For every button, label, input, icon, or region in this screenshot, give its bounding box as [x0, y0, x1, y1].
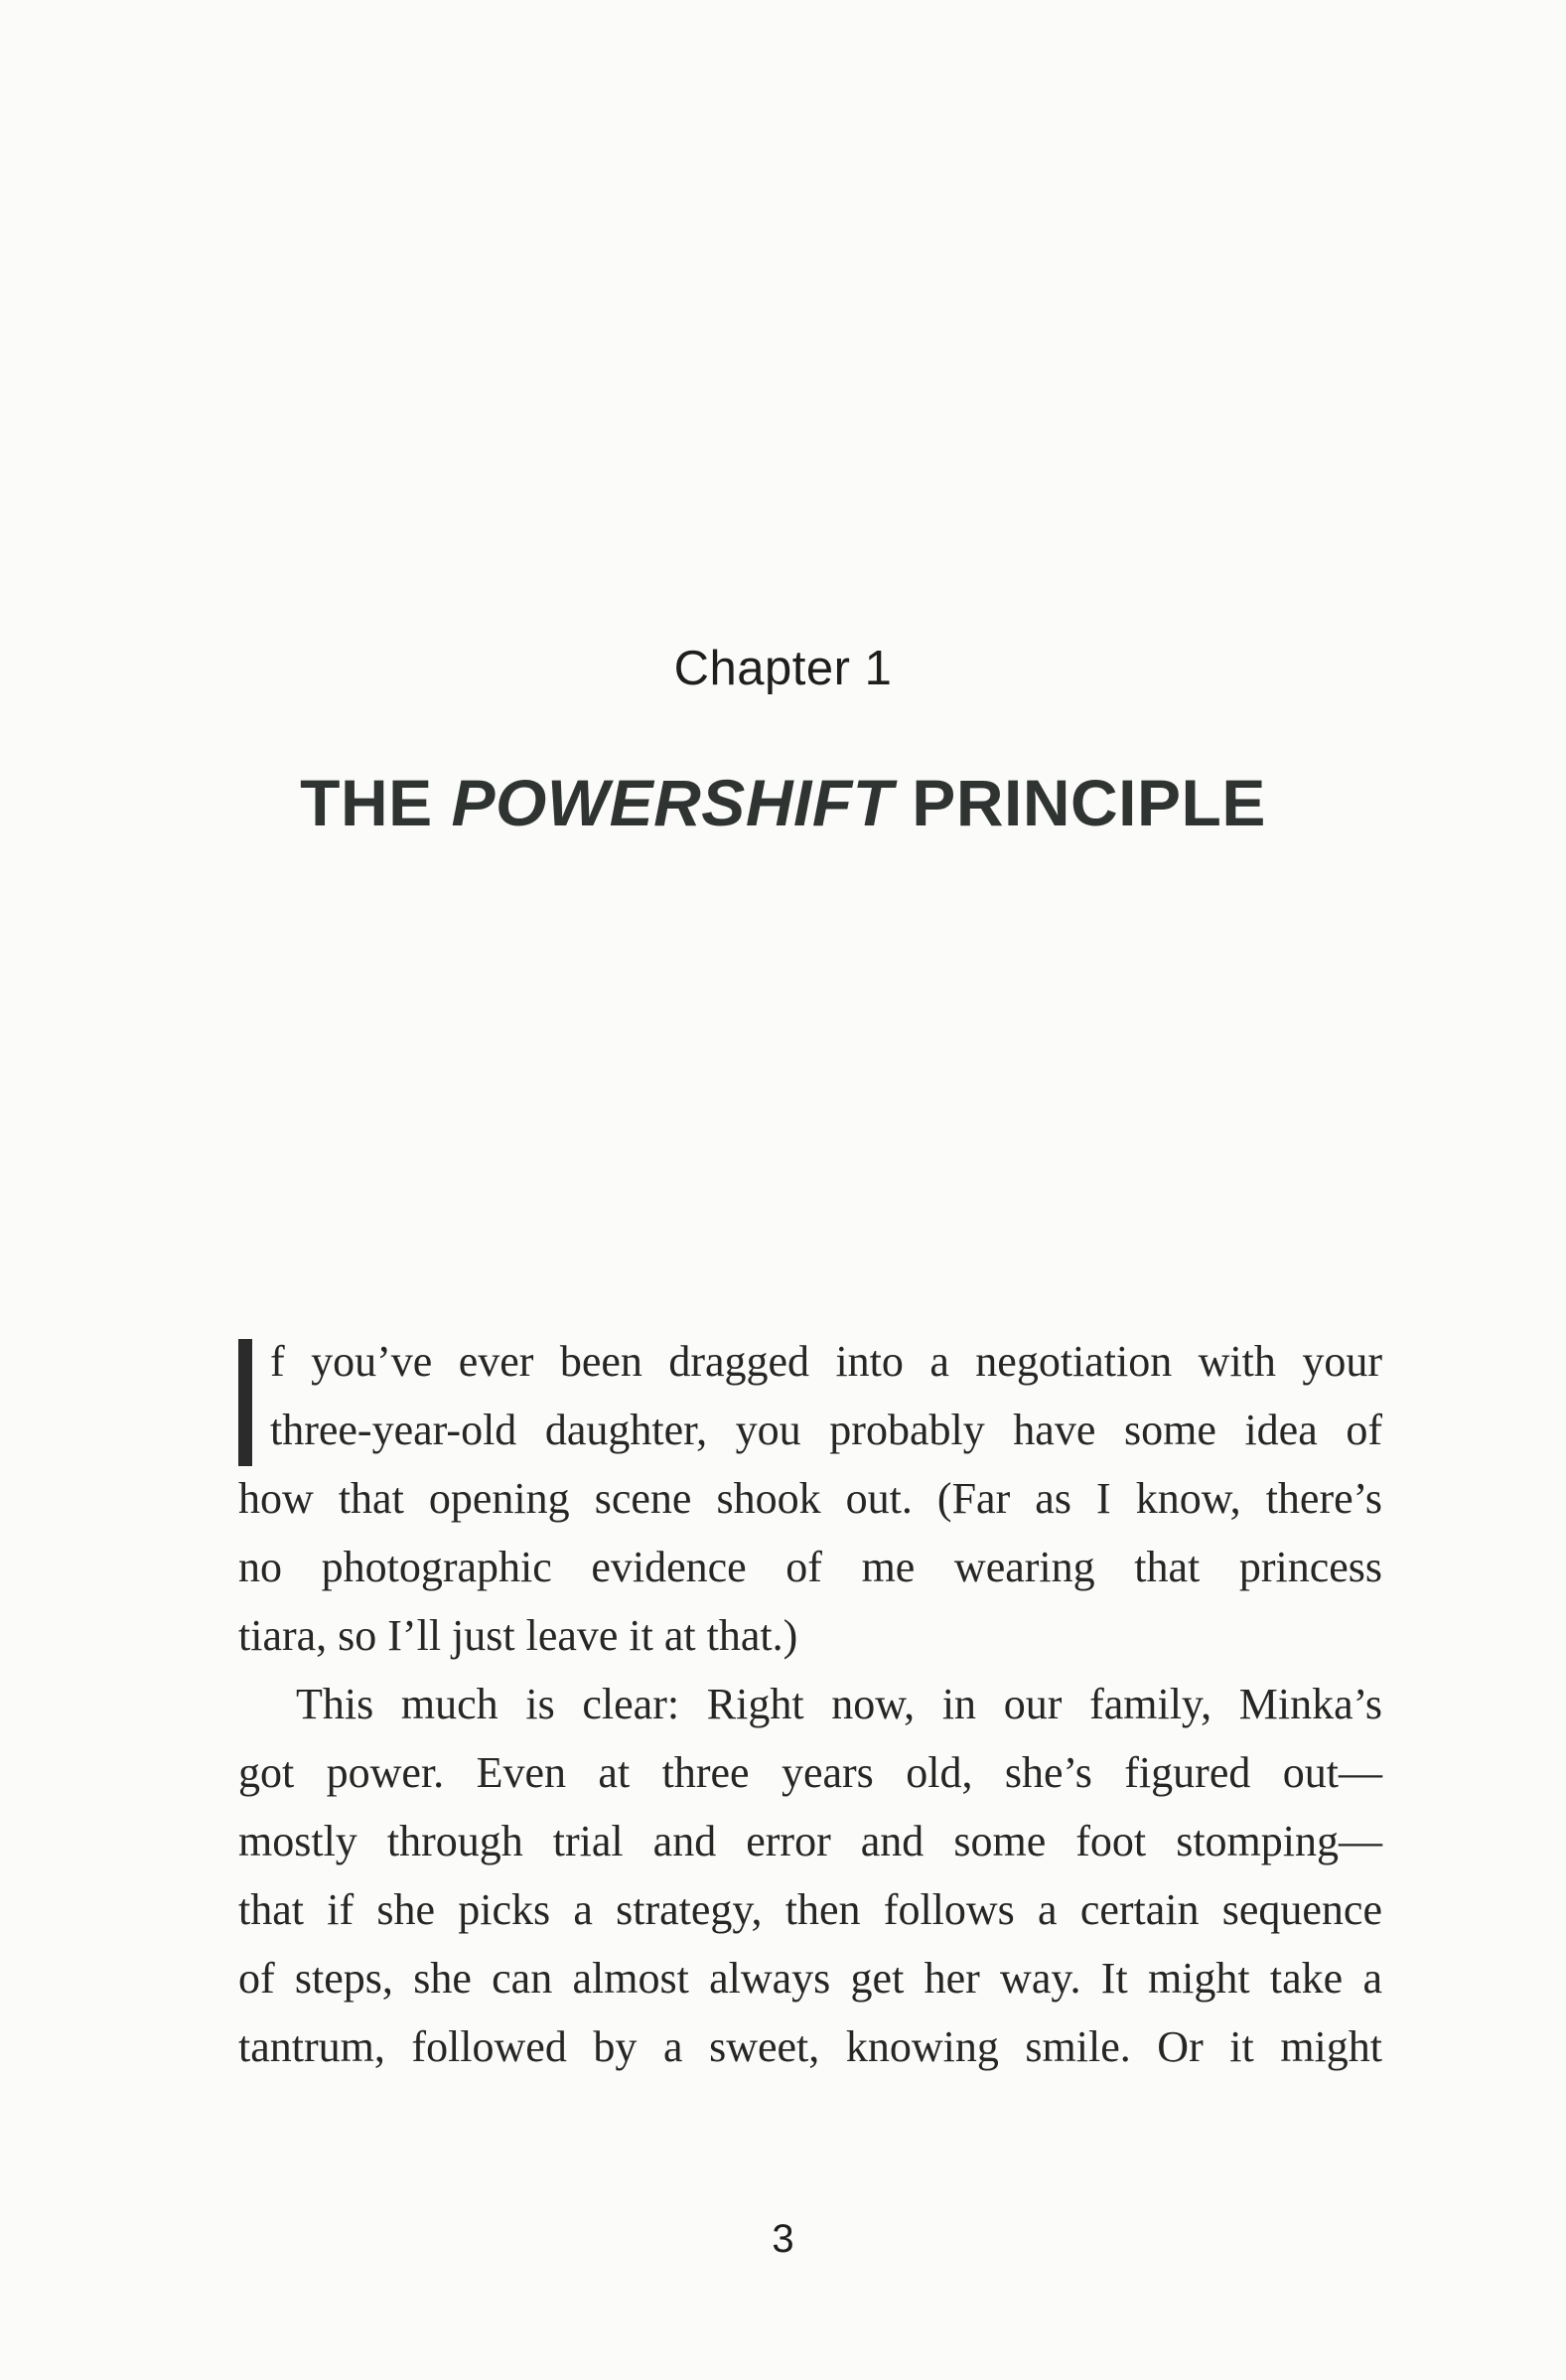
- body-line: no photographic evidence of me wearing that princess: [238, 1543, 1382, 1591]
- drop-cap: [238, 1339, 252, 1466]
- chapter-label: Chapter 1: [673, 642, 893, 695]
- chapter-title-emphasis: POWERSHIFT: [451, 766, 894, 839]
- page-number: 3: [772, 2217, 794, 2261]
- chapter-title: [0, 765, 1566, 840]
- body-line: of steps, she can almost always get her way. It might take a: [238, 1954, 1382, 2003]
- body-text: [238, 1327, 1382, 2081]
- chapter-title-prefix: THE: [300, 766, 452, 839]
- body-line: f you’ve ever been dragged into a negotiation with your: [270, 1337, 1382, 1386]
- body-line: This much is clear: Right now, in our family, Minka’s: [296, 1680, 1382, 1728]
- body-line: mostly through trial and error and some foot stomping—: [238, 1817, 1382, 1865]
- chapter-title-suffix: PRINCIPLE: [893, 766, 1266, 839]
- body-line: how that opening scene shook out. (Far as I know, there’s: [238, 1474, 1382, 1523]
- body-line: tiara, so I’ll just leave it at that.): [238, 1611, 798, 1660]
- body-line: got power. Even at three years old, she’s figured out—: [238, 1748, 1382, 1797]
- body-line: that if she picks a strategy, then follows a certain sequence: [238, 1885, 1382, 1934]
- body-line: three-year-old daughter, you probably have some idea of: [270, 1406, 1382, 1454]
- body-line: tantrum, followed by a sweet, knowing smile. Or it might: [238, 2022, 1382, 2071]
